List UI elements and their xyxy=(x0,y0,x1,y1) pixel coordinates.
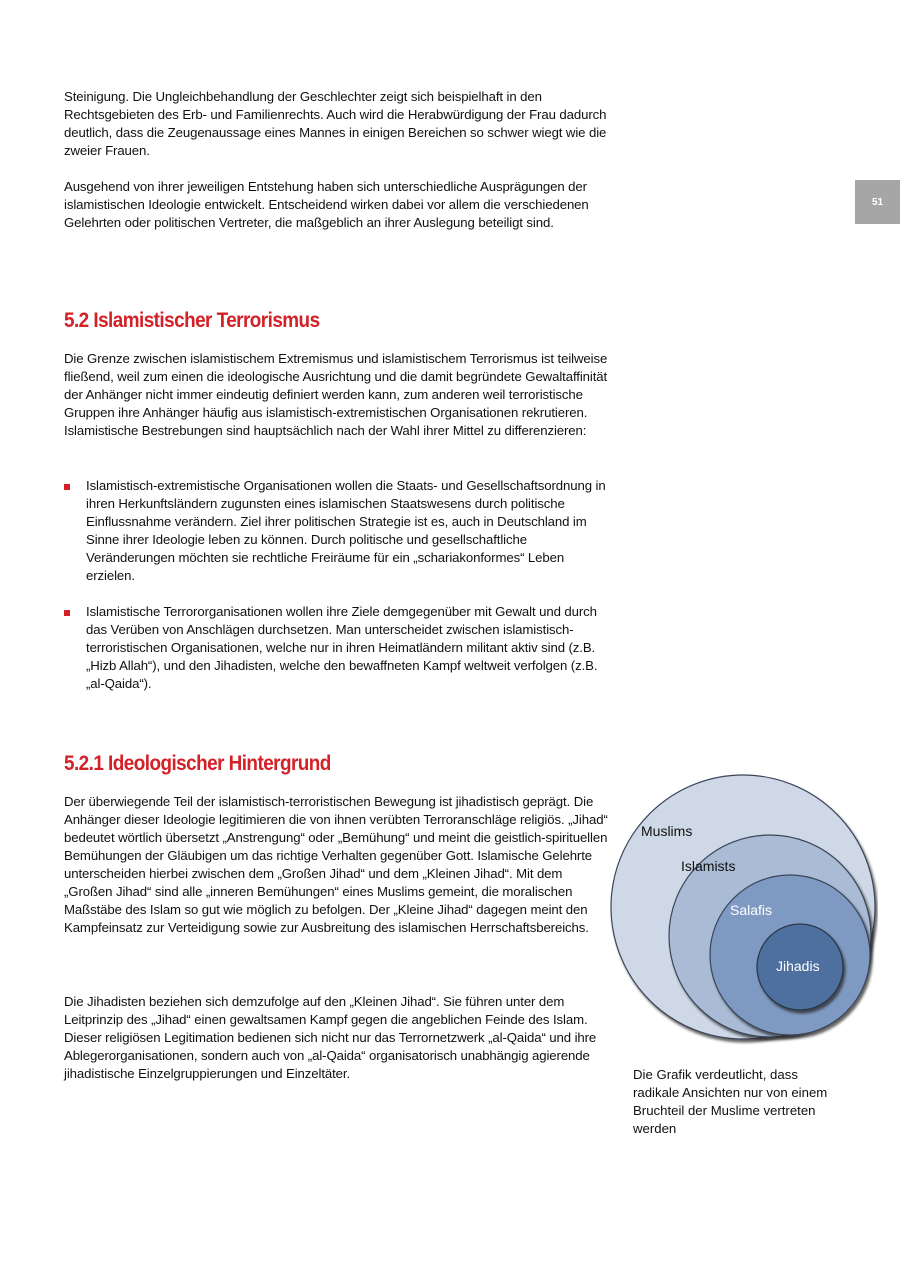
salafis-label: Salafis xyxy=(730,902,773,918)
list-item-text: Islamistisch-extremistische Organisationen wollen die Staats- und Gesellschaftsordnung in ihren Herkunftsländern zugunsten eines islamischen Staatswesens durch politische Einflussnahme verändern. Ziel ihrer politischen Strategie ist es, auch in Deutschland im Sinne ihrer Ideologie leben zu können. Durch politische und gesellschaftliche Veränderungen möchten sie rechtliche Freiräume für ein „schariakonformes“ Leben erzielen. xyxy=(86,478,606,583)
nested-circles-diagram xyxy=(608,770,878,1045)
section-heading-5-2: 5.2 Islamistischer Terrorismus xyxy=(64,309,320,332)
list-item xyxy=(64,603,612,693)
list-item xyxy=(64,477,612,585)
paragraph-text: Steinigung. Die Ungleichbehandlung der Geschlechter zeigt sich beispielhaft in den Rechtsgebieten des Erb- und Familienrechts. Auch wird die Herabwürdigung der Frau dadurch deutlich, dass die Zeugenaussage eines Mannes in einigen Bereichen so schwer wiegt wie die zweier Frauen. xyxy=(64,89,607,158)
intro-paragraph-2 xyxy=(64,178,612,232)
list-item-text: Islamistische Terrororganisationen wollen ihre Ziele demgegenüber mit Gewalt und durch das Verüben von Anschlägen durchsetzen. Man unterscheidet zwischen islamistisch-terroristischen Organisationen, welche nur in ihren Heimatländern militant aktiv sind (z.B. „Hizb Allah“), und den Jihadisten, welche den bewaffneten Kampf weltweit verfolgen (z.B. „al-Qaida“). xyxy=(86,604,598,691)
paragraph-text: Die Grenze zwischen islamistischem Extremismus und islamistischem Terrorismus ist teilweise fließend, weil zum einen die ideologische Ausrichtung und die damit begründete Gewaltaffinität der Anhänger nicht immer eindeutig definiert werden kann, zum anderen weil terroristische Gruppen ihre Anhänger häufig aus islamistisch-extremistischen Organisationen rekrutieren. Islamistische Bestrebungen sind hauptsächlich nach der Wahl ihrer Mittel zu differenzieren: xyxy=(64,351,608,438)
paragraph-text: Die Jihadisten beziehen sich demzufolge auf den „Kleinen Jihad“. Sie führen unter dem Leitprinzip des „Jihad“ einen gewaltsamen Kampf gegen die angeblichen Feinde des Islam. Dieser religiösen Legitimation bedienen sich nicht nur das Terrornetzwerk „al-Qaida“ und ihre Ablegerorganisationen, sondern auch von „al-Qaida“ organisatorisch unabhängig agierende jihadistische Einzelgruppierungen und Einzeltäter. xyxy=(64,994,597,1081)
muslims-label: Muslims xyxy=(641,823,693,839)
bullet-square-icon xyxy=(64,484,70,490)
section-5-2-1-paragraph-2 xyxy=(64,993,612,1083)
paragraph-text: Ausgehend von ihrer jeweiligen Entstehung haben sich unterschiedliche Ausprägungen der islamistischen Ideologie entwickelt. Entscheidend wirken dabei vor allem die verschiedenen Gelehrten oder politischen Vertreter, die maßgeblich an ihrer Auslegung beteiligt sind. xyxy=(64,179,589,230)
intro-paragraph-1 xyxy=(64,88,612,160)
bullet-list xyxy=(64,477,612,711)
page-number-badge: 51 xyxy=(855,180,900,224)
section-heading-5-2-1: 5.2.1 Ideologischer Hintergrund xyxy=(64,752,331,775)
diagram-caption: Die Grafik verdeutlicht, dass radikale Ansichten nur von einem Bruchteil der Muslime vertreten werden xyxy=(633,1067,828,1136)
islamists-label: Islamists xyxy=(681,858,736,874)
paragraph-text: Der überwiegende Teil der islamistisch-terroristischen Bewegung ist jihadistisch geprägt. Die Anhänger dieser Ideologie legitimieren die von ihnen verübten Terroranschläge religiös. „Jihad“ bedeutet wörtlich übersetzt „Anstrengung“ oder „Bemühung“ und meint die geistlich-spirituellen Bemühungen der Gläubigen um das richtige Verhalten gegenüber Gott. Islamische Gelehrte unterscheiden hierbei zwischen dem „Großen Jihad“ und dem „Kleinen Jihad“. Mit dem „Großen Jihad“ sind alle „inneren Bemühungen“ eines Muslims gemeint, die moralischen Maßstäbe des Islam so gut wie möglich zu befolgen. Der „Kleine Jihad“ dagegen meint den Kampfeinsatz zur Verteidigung sowie zur Ausbreitung des islamischen Herrschaftsbereichs. xyxy=(64,794,608,935)
jihadis-label: Jihadis xyxy=(776,958,820,974)
section-5-2-1-paragraph-1 xyxy=(64,793,612,937)
bullet-square-icon xyxy=(64,610,70,616)
section-5-2-paragraph xyxy=(64,350,612,440)
